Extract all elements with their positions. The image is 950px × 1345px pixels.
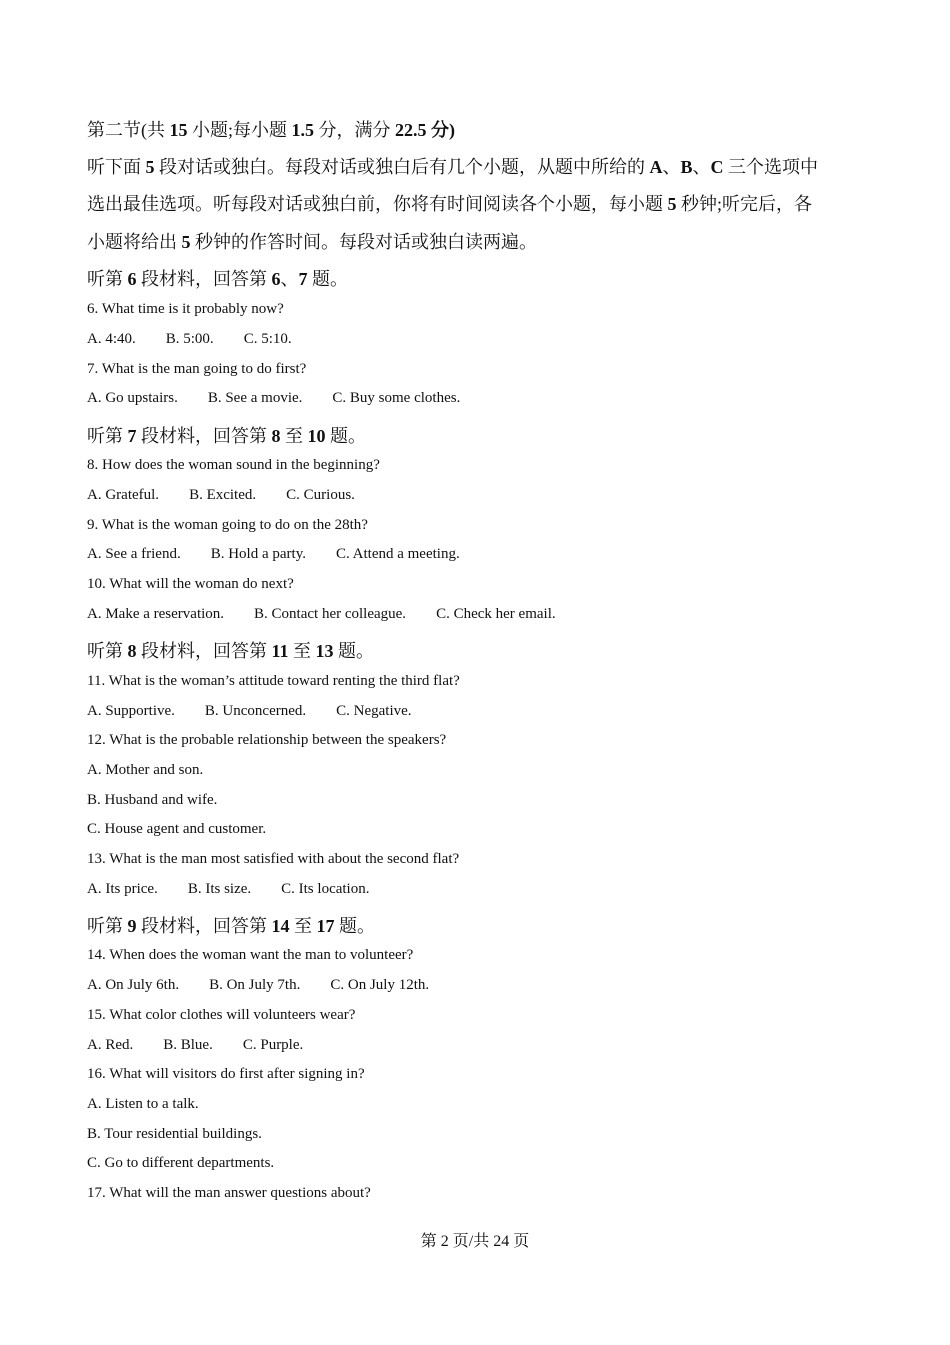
question-9: 9. What is the woman going to do on the 28th? [87,517,368,533]
instructions-line-3: 小题将给出 5 秒钟的作答时间。每段对话或独白读两遍。 [87,232,537,252]
option-b: B. Contact her colleague. [254,606,407,622]
material-8-heading: 听第 8 段材料，回答第 11 至 13 题。 [87,641,375,661]
option-c: C. Curious. [286,487,355,503]
option-b: B. Its size. [187,881,252,897]
question-12-option-a: A. Mother and son. [87,762,204,778]
question-7: 7. What is the man going to do first? [87,361,307,377]
option-c: C. Attend a meeting. [335,546,460,562]
question-16: 16. What will visitors do first after signing in? [87,1066,365,1082]
question-17: 17. What will the man answer questions about? [87,1185,371,1201]
question-15-options [87,1037,303,1054]
option-b: B. 5:00. [165,331,214,347]
question-8-options [87,487,355,504]
question-10-options [87,606,556,623]
option-b: B. See a movie. [207,390,303,406]
option-a: A. Make a reservation. [87,606,225,622]
option-a: A. See a friend. [87,546,181,562]
material-6-heading: 听第 6 段材料，回答第 6、7 题。 [87,269,348,289]
option-a: A. Its price. [87,881,158,897]
question-12-option-b: B. Husband and wife. [87,792,218,808]
section-title: 第二节(共 15 小题;每小题 1.5 分，满分 22.5 分) [87,120,456,140]
question-14-options [87,977,429,994]
option-c: C. Check her email. [436,606,556,622]
option-c: C. Buy some clothes. [332,390,461,406]
question-10: 10. What will the woman do next? [87,576,294,592]
question-8: 8. How does the woman sound in the beginning? [87,457,380,473]
page-footer: 第 2 页/共 24 页 [420,1233,530,1250]
option-a: A. Red. [87,1037,134,1053]
question-16-option-b: B. Tour residential buildings. [87,1126,262,1142]
question-14: 14. When does the woman want the man to volunteer? [87,947,414,963]
question-15: 15. What color clothes will volunteers wear? [87,1007,356,1023]
question-13: 13. What is the man most satisfied with about the second flat? [87,851,460,867]
material-7-heading: 听第 7 段材料，回答第 8 至 10 题。 [87,426,366,446]
option-a: A. Grateful. [87,487,160,503]
question-12-option-c: C. House agent and customer. [87,821,267,837]
option-a: A. Go upstairs. [87,390,178,406]
option-c: C. On July 12th. [330,977,430,993]
option-c: C. Negative. [336,703,412,719]
instructions-line-1: 听下面 5 段对话或独白。每段对话或独白后有几个小题，从题中所给的 A、B、C 三个选项中 [87,157,819,177]
question-16-option-a: A. Listen to a talk. [87,1096,199,1112]
option-a: A. Supportive. [87,703,175,719]
question-11: 11. What is the woman’s attitude toward renting the third flat? [87,673,460,689]
question-11-options [87,703,412,720]
option-b: B. Blue. [163,1037,213,1053]
option-b: B. Hold a party. [210,546,306,562]
option-c: C. Purple. [242,1037,304,1053]
material-9-heading: 听第 9 段材料，回答第 14 至 17 题。 [87,916,375,936]
question-9-options [87,546,460,563]
question-7-options [87,390,460,407]
option-a: A. On July 6th. [87,977,180,993]
question-6-options [87,331,292,348]
option-c: C. 5:10. [243,331,292,347]
instructions-line-2: 选出最佳选项。听每段对话或独白前，你将有时间阅读各个小题，每小题 5 秒钟;听完后，各 [87,194,813,214]
option-b: B. On July 7th. [209,977,301,993]
question-13-options [87,881,369,898]
option-b: B. Excited. [189,487,257,503]
option-c: C. Its location. [281,881,370,897]
option-b: B. Unconcerned. [204,703,307,719]
question-6: 6. What time is it probably now? [87,301,284,317]
question-16-option-c: C. Go to different departments. [87,1155,275,1171]
question-12: 12. What is the probable relationship between the speakers? [87,732,447,748]
option-a: A. 4:40. [87,331,136,347]
